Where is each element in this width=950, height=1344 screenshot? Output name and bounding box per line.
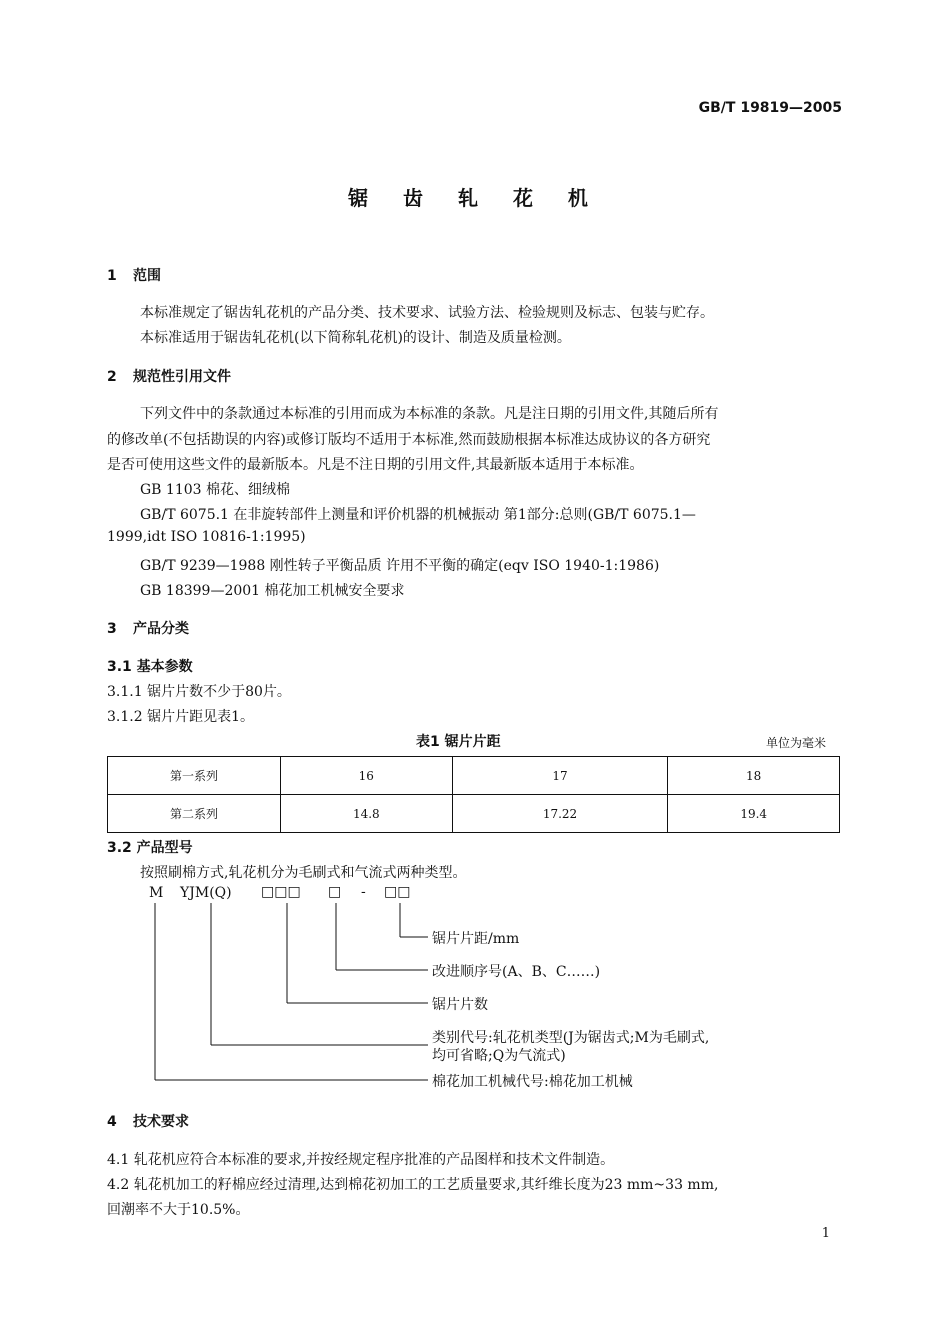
- model-code-yjm: YJM(Q): [180, 885, 232, 901]
- paragraph: 下列文件中的条款通过本标准的引用而成为本标准的条款。凡是注日期的引用文件,其随后所有: [140, 406, 719, 422]
- subsection-heading: 3.1 基本参数: [107, 659, 193, 675]
- section-title: 规范性引用文件: [133, 369, 231, 385]
- diagram-label: 棉花加工机械代号:棉花加工机械: [432, 1074, 633, 1090]
- section-number: 2: [107, 369, 117, 385]
- section-number: 3: [107, 621, 117, 637]
- reference-item: GB/T 9239—1988 刚性转子平衡品质 许用不平衡的确定(eqv ISO 1940-1:1986): [140, 558, 660, 574]
- document-title: 锯 齿 轧 花 机: [348, 186, 602, 210]
- model-code-boxes: □□: [384, 884, 411, 900]
- clause: 3.1.2 锯片片距见表1。: [107, 709, 254, 725]
- section-title: 产品分类: [133, 621, 189, 637]
- reference-item: GB/T 6075.1 在非旋转部件上测量和评价机器的机械振动 第1部分:总则(GB/T 6075.1—: [140, 507, 696, 523]
- table-title: 表1 锯片片距: [416, 734, 501, 750]
- paragraph: 本标准规定了锯齿轧花机的产品分类、技术要求、试验方法、检验规则及标志、包装与贮存。: [140, 305, 714, 321]
- diagram-label: 均可省略;Q为气流式): [432, 1048, 566, 1064]
- model-code-box: □: [328, 884, 342, 900]
- page-number: 1: [821, 1226, 830, 1241]
- section-4-heading: [107, 1111, 189, 1131]
- standard-number: GB/T 19819—2005: [698, 100, 842, 116]
- diagram-label: 类别代号:轧花机类型(J为锯齿式;M为毛刷式,: [432, 1030, 710, 1046]
- table-cell: 16: [281, 757, 453, 795]
- diagram-label: 锯片片距/mm: [432, 931, 520, 947]
- section-title: 技术要求: [133, 1114, 189, 1130]
- diagram-label: 锯片片数: [432, 997, 488, 1013]
- paragraph: 按照刷棉方式,轧花机分为毛刷式和气流式两种类型。: [140, 865, 467, 881]
- paragraph: 的修改单(不包括勘误的内容)或修订版均不适用于本标准,然而鼓励根据本标准达成协议的各方研究: [107, 432, 711, 448]
- model-code-dash: -: [361, 884, 366, 900]
- subsection-heading: 3.2 产品型号: [107, 840, 193, 856]
- section-number: 4: [107, 1114, 117, 1130]
- reference-item: GB 18399—2001 棉花加工机械安全要求: [140, 583, 405, 599]
- clause: 4.1 轧花机应符合本标准的要求,并按经规定程序批准的产品图样和技术文件制造。: [107, 1152, 615, 1168]
- table-cell: 18: [668, 757, 840, 795]
- model-code-boxes: □□□: [261, 884, 301, 900]
- clause: 4.2 轧花机加工的籽棉应经过清理,达到棉花初加工的工艺质量要求,其纤维长度为23 mm~33 mm,: [107, 1177, 719, 1193]
- table-cell: 第一系列: [108, 757, 281, 795]
- table-cell: 14.8: [281, 795, 453, 833]
- reference-item: GB 1103 棉花、细绒棉: [140, 482, 291, 498]
- table-cell: 17.22: [452, 795, 668, 833]
- table-cell: 17: [452, 757, 668, 795]
- paragraph: 是否可使用这些文件的最新版本。凡是不注日期的引用文件,其最新版本适用于本标准。: [107, 457, 644, 473]
- section-title: 范围: [133, 268, 161, 284]
- paragraph: 本标准适用于锯齿轧花机(以下简称轧花机)的设计、制造及质量检测。: [140, 330, 571, 346]
- table-cell: 第二系列: [108, 795, 281, 833]
- model-code-m: M: [149, 885, 164, 901]
- clause: 3.1.1 锯片片数不少于80片。: [107, 684, 291, 700]
- clause: 回潮率不大于10.5%。: [107, 1202, 250, 1218]
- table-cell: 19.4: [668, 795, 840, 833]
- diagram-label: 改进顺序号(A、B、C……): [432, 964, 601, 980]
- table-unit: 单位为毫米: [765, 736, 826, 750]
- section-number: 1: [107, 268, 117, 284]
- reference-item: 1999,idt ISO 10816-1:1995): [107, 529, 306, 545]
